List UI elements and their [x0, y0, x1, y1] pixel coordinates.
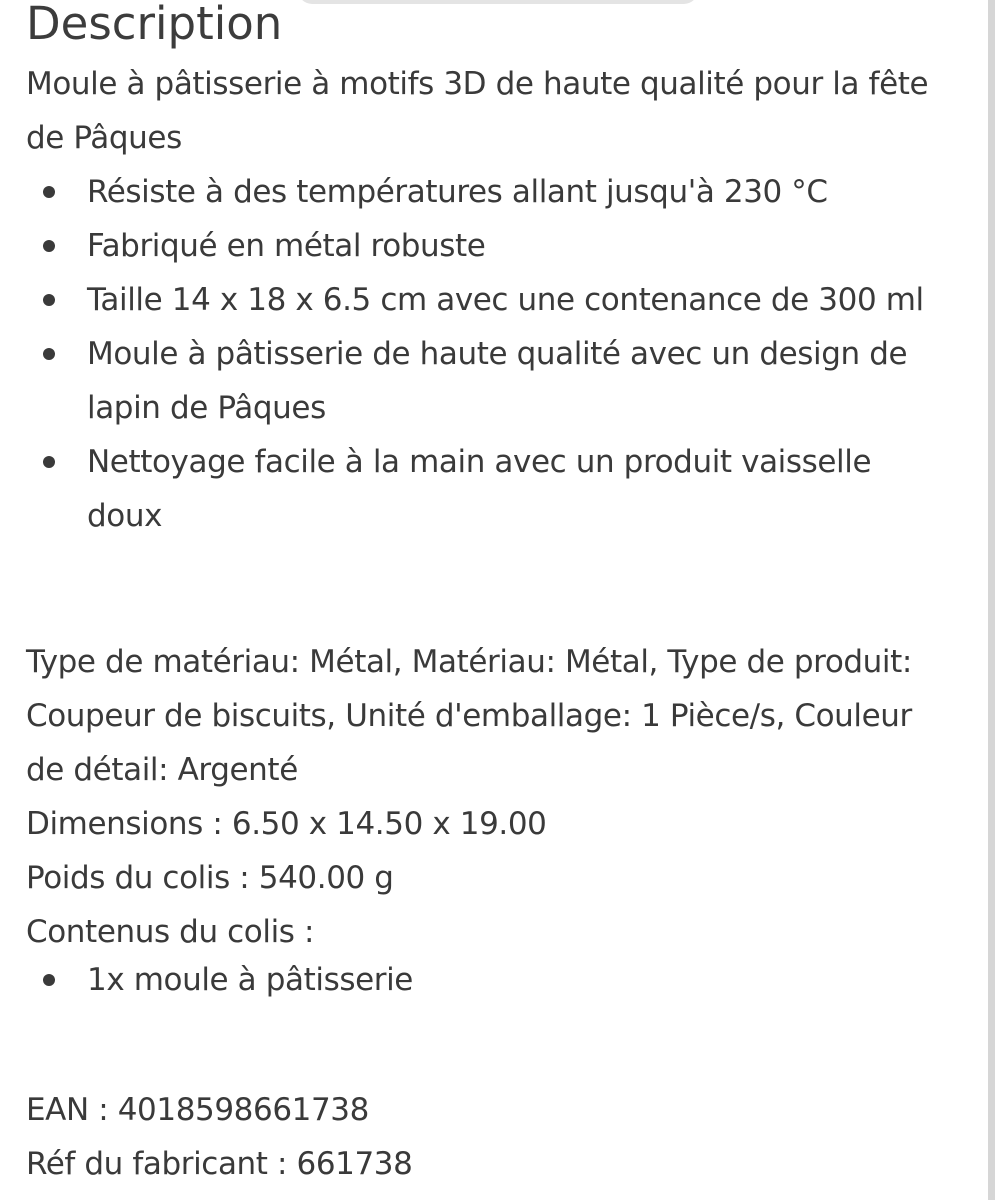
weight-text: Poids du colis : 540.00 g	[26, 860, 394, 896]
feature-item: Fabriqué en métal robuste	[26, 219, 951, 273]
package-item: 1x moule à pâtisserie	[26, 953, 951, 1007]
feature-item: Moule à pâtisserie de haute qualité avec un design de lapin de Pâques	[26, 327, 951, 435]
feature-list	[26, 165, 951, 543]
feature-item: Nettoyage facile à la main avec un produit vaisselle doux	[26, 435, 951, 543]
scroll-edge	[988, 0, 995, 1200]
manufacturer-ref-text: Réf du fabricant : 661738	[26, 1146, 413, 1182]
feature-item: Taille 14 x 18 x 6.5 cm avec une contenance de 300 ml	[26, 273, 951, 327]
ean-text: EAN : 4018598661738	[26, 1092, 369, 1128]
feature-item: Résiste à des températures allant jusqu'à 230 °C	[26, 165, 951, 219]
dimensions-text: Dimensions : 6.50 x 14.50 x 19.00	[26, 806, 547, 842]
package-contents-label: Contenus du colis :	[26, 914, 315, 950]
product-attributes	[26, 635, 951, 959]
attributes-text: Type de matériau: Métal, Matériau: Métal, Type de produit: Coupeur de biscuits, Unité d'emballage: 1 Pièce/s, Couleur de détail: Argenté	[26, 644, 912, 788]
description-intro: Moule à pâtisserie à motifs 3D de haute qualité pour la fête de Pâques	[26, 66, 929, 156]
top-handle	[298, 0, 698, 4]
package-contents-list	[26, 953, 951, 1007]
product-codes	[26, 1083, 951, 1191]
description-heading: Description	[26, 0, 283, 50]
